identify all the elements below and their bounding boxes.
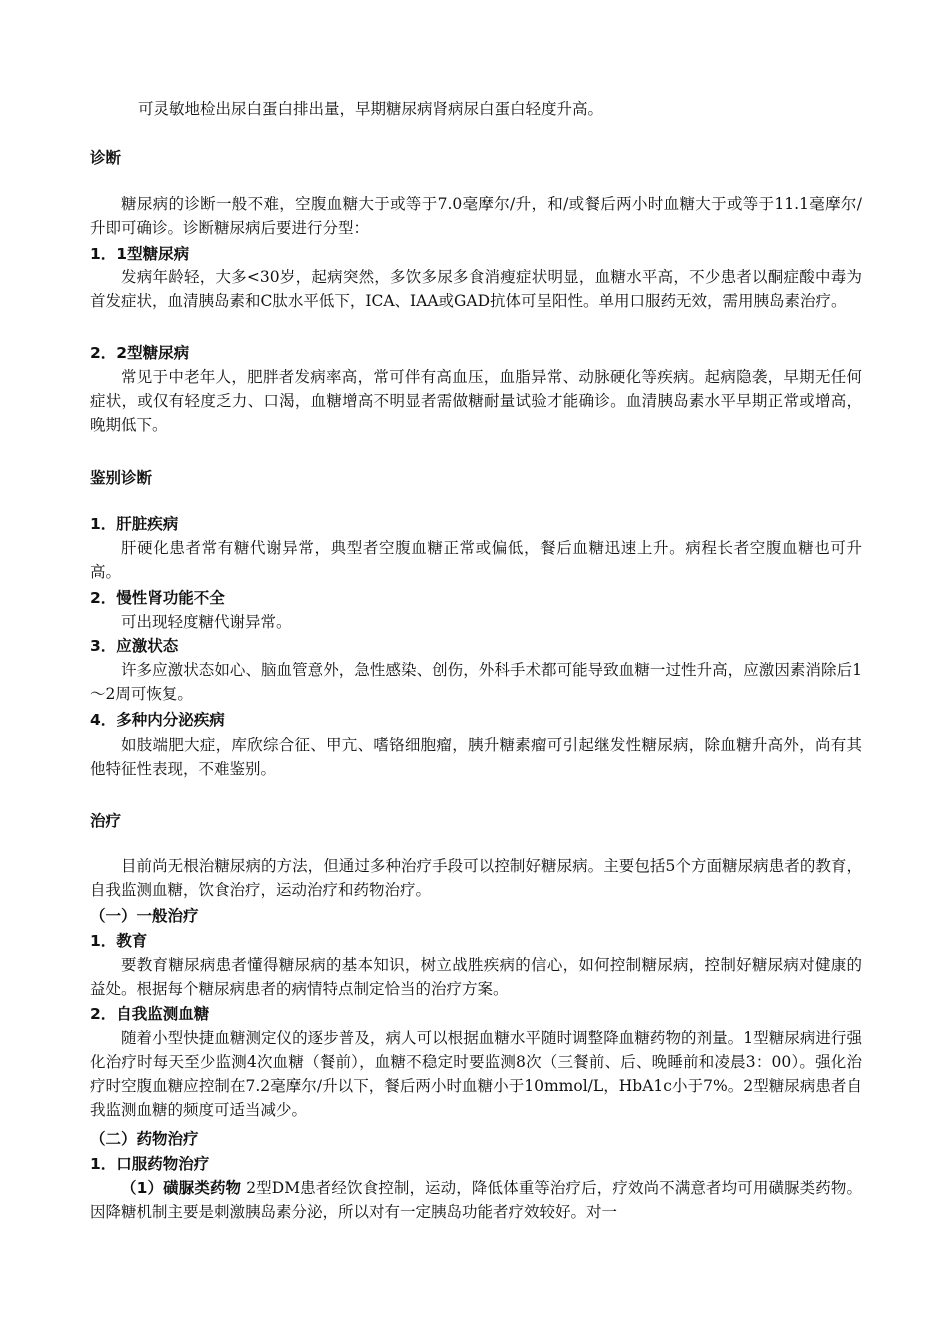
type1-text: 发病年龄轻，大多<30岁，起病突然，多饮多尿多食消瘦症状明显，血糖水平高，不少患者以酮症酸中毒为首发症状，血清胰岛素和C肽水平低下，ICA、IAA或GAD抗体可呈阳性。单用口服药无效，需用胰岛素治疗。 bbox=[90, 268, 862, 310]
diff-item-title: 4．多种内分泌疾病 bbox=[90, 711, 225, 729]
general-treatment-title: （一）一般治疗 bbox=[90, 907, 199, 925]
drug-treatment-title: （二）药物治疗 bbox=[90, 1130, 199, 1148]
diff-item-title: 3．应激状态 bbox=[90, 637, 179, 655]
diff-item-text: 可出现轻度糖代谢异常。 bbox=[121, 613, 292, 631]
treatment-intro: 目前尚无根治糖尿病的方法，但通过多种治疗手段可以控制好糖尿病。主要包括5个方面糖尿病患者的教育，自我监测血糖，饮食治疗，运动治疗和药物治疗。 bbox=[90, 857, 862, 899]
type2-text: 常见于中老年人，肥胖者发病率高，常可伴有高血压，血脂异常、动脉硬化等疾病。起病隐袭，早期无任何症状，或仅有轻度乏力、口渴，血糖增高不明显者需做糖耐量试验才能确诊。血清胰岛素水平早期正常或增高，晚期低下。 bbox=[90, 368, 862, 434]
section-title-differential: 鉴别诊断 bbox=[90, 469, 153, 487]
education-title: 1．教育 bbox=[90, 932, 148, 950]
education-text: 要教育糖尿病患者懂得糖尿病的基本知识，树立战胜疾病的信心，如何控制糖尿病，控制好糖尿病对健康的益处。根据每个糖尿病患者的病情特点制定恰当的治疗方案。 bbox=[90, 956, 862, 998]
diff-item-text: 肝硬化患者常有糖代谢异常，典型者空腹血糖正常或偏低，餐后血糖迅速上升。病程长者空腹血糖也可升高。 bbox=[90, 539, 862, 581]
top-paragraph: 可灵敏地检出尿白蛋白排出量，早期糖尿病肾病尿白蛋白轻度升高。 bbox=[138, 100, 604, 118]
section-title-diagnosis: 诊断 bbox=[90, 149, 122, 167]
type2-title: 2．2型糖尿病 bbox=[90, 344, 190, 362]
sulfonylurea-text: 2型DM患者经饮食控制，运动，降低体重等治疗后，疗效尚不满意者均可用磺脲类药物。因降糖机制主要是刺激胰岛素分泌，所以对有一定胰岛功能者疗效较好。对一 bbox=[90, 1179, 862, 1221]
section-title-treatment: 治疗 bbox=[90, 812, 122, 830]
type1-title: 1．1型糖尿病 bbox=[90, 245, 190, 263]
oral-drug-title: 1．口服药物治疗 bbox=[90, 1155, 210, 1173]
sulfonylurea-paragraph bbox=[90, 1176, 862, 1224]
diff-item-title: 1．肝脏疾病 bbox=[90, 515, 179, 533]
diff-item-title: 2．慢性肾功能不全 bbox=[90, 589, 225, 607]
self-monitor-title: 2．自我监测血糖 bbox=[90, 1005, 210, 1023]
diagnosis-intro: 糖尿病的诊断一般不难，空腹血糖大于或等于7.0毫摩尔/升，和/或餐后两小时血糖大于或等于11.1毫摩尔/升即可确诊。诊断糖尿病后要进行分型： bbox=[90, 195, 862, 237]
sulfonylurea-label: （1）磺脲类药物 bbox=[121, 1179, 242, 1197]
self-monitor-text: 随着小型快捷血糖测定仪的逐步普及，病人可以根据血糖水平随时调整降血糖药物的剂量。1型糖尿病进行强化治疗时每天至少监测4次血糖（餐前），血糖不稳定时要监测8次（三餐前、后、晚睡前和凌晨3：00）。强化治疗时空腹血糖应控制在7.2毫摩尔/升以下，餐后两小时血糖小于10mmol/L，HbA1c小于7%。2型糖尿病患者自我监测血糖的频度可适当减少。 bbox=[90, 1029, 862, 1119]
diff-item-text: 许多应激状态如心、脑血管意外，急性感染、创伤，外科手术都可能导致血糖一过性升高，应激因素消除后1～2周可恢复。 bbox=[90, 661, 862, 703]
diff-item-text: 如肢端肥大症，库欣综合征、甲亢、嗜铬细胞瘤，胰升糖素瘤可引起继发性糖尿病，除血糖升高外，尚有其他特征性表现，不难鉴别。 bbox=[90, 736, 862, 778]
